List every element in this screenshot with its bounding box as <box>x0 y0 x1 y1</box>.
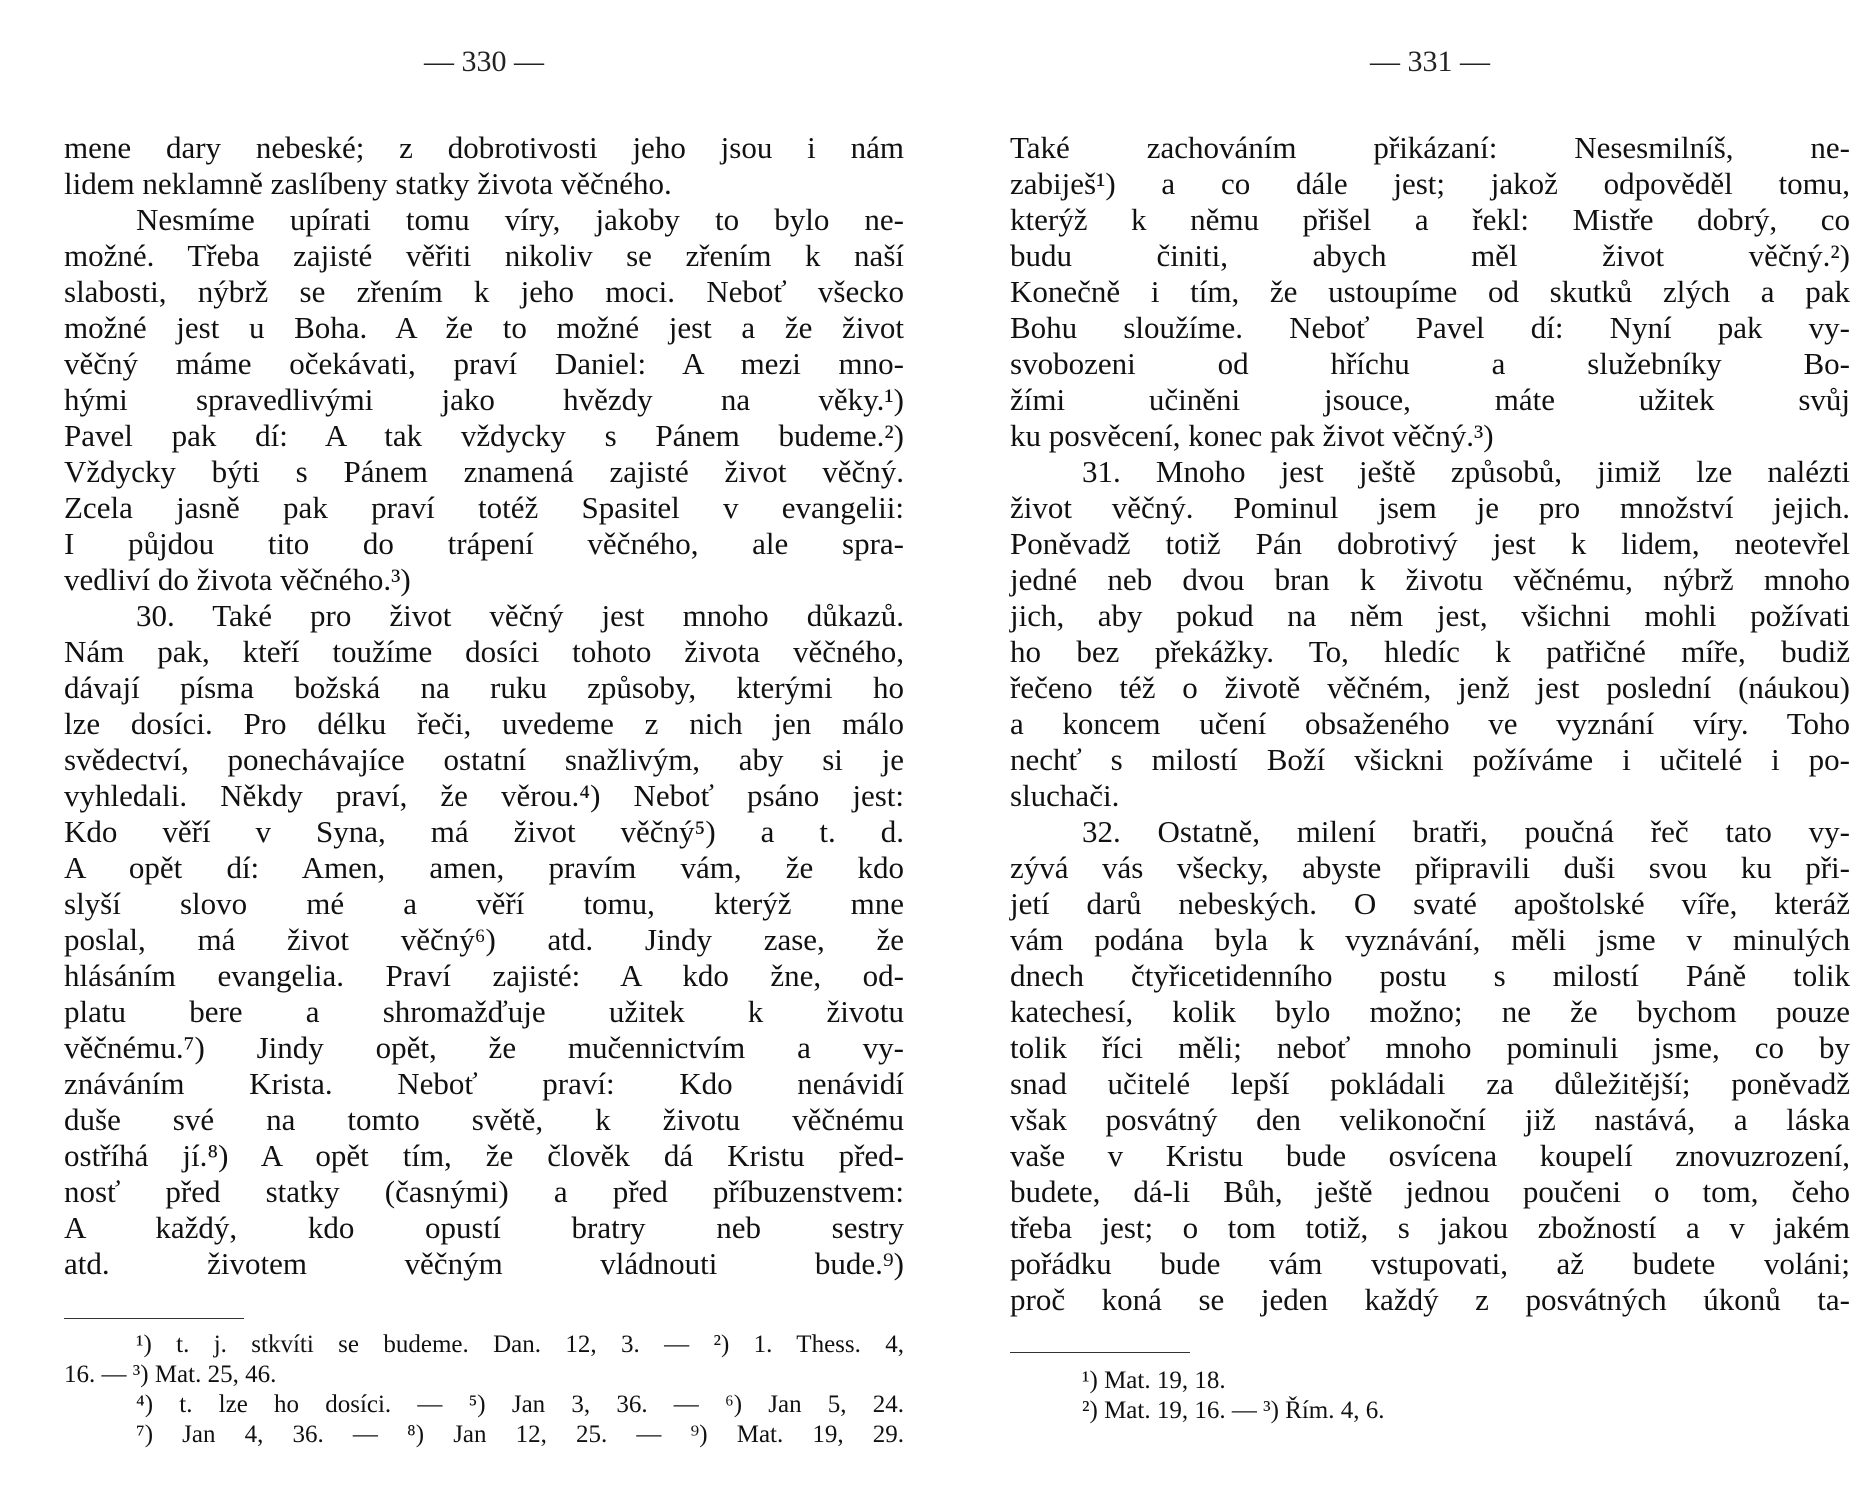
text-line: Konečně i tím, že ustoupíme od skutků zlých a pak <box>1010 274 1850 309</box>
text-line: I půjdou tito do trápení věčného, ale spra- <box>64 526 904 561</box>
footnote-divider <box>1010 1352 1190 1353</box>
body-text <box>1010 130 1850 1318</box>
text-line: zývá vás všecky, abyste připravili duši svou ku při- <box>1010 850 1850 885</box>
text-line: Také zachováním přikázaní: Nesesmilníš, ne- <box>1010 130 1850 165</box>
text-line: kterýž k němu přišel a řekl: Mistře dobrý, co <box>1010 202 1850 237</box>
page-number: — 330 — <box>424 45 544 78</box>
text-line: A opět dí: Amen, amen, pravím vám, že kdo <box>64 850 904 885</box>
text-line: ku posvěcení, konec pak život věčný.³) <box>1010 418 1494 453</box>
text-line: zabiješ¹) a co dále jest; jakož odpověděl tomu, <box>1010 166 1850 201</box>
text-line: slabosti, nýbrž se zřením k jeho moci. Neboť všecko <box>64 274 904 309</box>
right-page <box>1010 0 1850 1500</box>
text-line: lidem neklamně zaslíbeny statky života věčného. <box>64 166 672 201</box>
footnote-line: 16. — ³) Mat. 25, 46. <box>64 1361 277 1388</box>
text-line: vedliví do života věčného.³) <box>64 562 411 597</box>
text-line: věčnému.⁷) Jindy opět, že mučennictvím a vy- <box>64 1030 904 1065</box>
text-line: Bohu sloužíme. Neboť Pavel dí: Nyní pak vy- <box>1010 310 1850 345</box>
text-line: žími učiněni jsouce, máte užitek svůj <box>1010 382 1850 417</box>
text-line: Vždycky býti s Pánem znamená zajisté život věčný. <box>64 454 904 489</box>
text-line: však posvátný den velikonoční již nastává, a láska <box>1010 1102 1850 1137</box>
text-line: Pavel pak dí: A tak vždycky s Pánem budeme.²) <box>64 418 904 453</box>
text-line: řečeno též o životě věčném, jenž jest poslední (náukou) <box>1010 670 1850 705</box>
footnote-divider <box>64 1318 244 1319</box>
text-line: Nesmíme upírati tomu víry, jakoby to bylo ne- <box>136 202 904 237</box>
text-line: 30. Také pro život věčný jest mnoho důkazů. <box>136 598 904 633</box>
text-line: možné. Třeba zajisté věřiti nikoliv se zřením k naší <box>64 238 904 273</box>
text-line: jich, aby pokud na něm jest, všichni mohli požívati <box>1010 598 1850 633</box>
footnotes <box>64 1330 904 1450</box>
text-line: Poněvadž totiž Pán dobrotivý jest k lidem, neotevřel <box>1010 526 1850 561</box>
text-line: duše své na tomto světě, k životu věčnému <box>64 1102 904 1137</box>
footnote-line: ⁴) t. lze ho dosíci. — ⁵) Jan 3, 36. — ⁶) Jan 5, 24. <box>136 1391 904 1418</box>
footnote-line: ¹) Mat. 19, 18. <box>1082 1367 1226 1394</box>
text-line: pořádku bude vám vstupovati, až budete voláni; <box>1010 1246 1850 1281</box>
text-line: budu činiti, abych měl život věčný.²) <box>1010 238 1850 273</box>
text-line: znáváním Krista. Neboť praví: Kdo nenávidí <box>64 1066 904 1101</box>
text-line: dnech čtyřicetidenního postu s milostí Páně tolik <box>1010 958 1850 993</box>
text-line: budete, dá-li Bůh, ještě jednou poučeni o tom, čeho <box>1010 1174 1850 1209</box>
text-line: slyší slovo mé a věří tomu, kterýž mne <box>64 886 904 921</box>
text-line: a koncem učení obsaženého ve vyznání víry. Toho <box>1010 706 1850 741</box>
text-line: vyhledali. Někdy praví, že věrou.⁴) Neboť psáno jest: <box>64 778 904 813</box>
text-line: 32. Ostatně, milení bratři, poučná řeč tato vy- <box>1082 814 1850 849</box>
text-line: poslal, má život věčný⁶) atd. Jindy zase, že <box>64 922 904 957</box>
text-line: tolik říci měli; neboť mnoho pominuli jsme, co by <box>1010 1030 1850 1065</box>
text-line: dávají písma božská na ruku způsoby, kterými ho <box>64 670 904 705</box>
text-line: ostříhá jí.⁸) A opět tím, že člověk dá Kristu před- <box>64 1138 904 1173</box>
text-line: svobozeni od hříchu a služebníky Bo- <box>1010 346 1850 381</box>
text-line: sluchači. <box>1010 778 1120 813</box>
text-line: platu bere a shromažďuje užitek k životu <box>64 994 904 1029</box>
text-line: snad učitelé lepší pokládali za důležitější; poněvadž <box>1010 1066 1850 1101</box>
text-line: A každý, kdo opustí bratry neb sestry <box>64 1210 904 1245</box>
footnote-line: ²) Mat. 19, 16. — ³) Řím. 4, 6. <box>1082 1397 1385 1424</box>
text-line: mene dary nebeské; z dobrotivosti jeho jsou i nám <box>64 130 904 165</box>
text-line: jedné neb dvou bran k životu věčnému, nýbrž mnoho <box>1010 562 1850 597</box>
text-line: lze dosíci. Pro délku řeči, uvedeme z nich jen málo <box>64 706 904 741</box>
text-line: Nám pak, kteří toužíme dosíci tohoto života věčného, <box>64 634 904 669</box>
text-line: katechesí, kolik bylo možno; ne že bychom pouze <box>1010 994 1850 1029</box>
text-line: nechť s milostí Boží všickni požíváme i učitelé i po- <box>1010 742 1850 777</box>
footnotes <box>1010 1366 1850 1426</box>
text-line: hlásáním evangelia. Praví zajisté: A kdo žne, od- <box>64 958 904 993</box>
text-line: 31. Mnoho jest ještě způsobů, jimiž lze nalézti <box>1082 454 1850 489</box>
text-line: vaše v Kristu bude osvícena koupelí znovuzrození, <box>1010 1138 1850 1173</box>
text-line: Kdo věří v Syna, má život věčný⁵) a t. d. <box>64 814 904 849</box>
body-text <box>64 130 904 1282</box>
text-line: nosť před statky (časnými) a před příbuzenstvem: <box>64 1174 904 1209</box>
text-line: Zcela jasně pak praví totéž Spasitel v evangelii: <box>64 490 904 525</box>
text-line: atd. životem věčným vládnouti bude.⁹) <box>64 1246 904 1281</box>
text-line: hými spravedlivými jako hvězdy na věky.¹) <box>64 382 904 417</box>
text-line: věčný máme očekávati, praví Daniel: A mezi mno- <box>64 346 904 381</box>
left-page <box>64 0 904 1500</box>
text-line: život věčný. Pominul jsem je pro množství jejich. <box>1010 490 1850 525</box>
text-line: třeba jest; o tom totiž, s jakou zbožností a v jakém <box>1010 1210 1850 1245</box>
text-line: vám podána byla k vyznávání, měli jsme v minulých <box>1010 922 1850 957</box>
text-line: proč koná se jeden každý z posvátných úkonů ta- <box>1010 1282 1850 1317</box>
text-line: jetí darů nebeských. O svaté apoštolské víře, kteráž <box>1010 886 1850 921</box>
text-line: možné jest u Boha. A že to možné jest a že život <box>64 310 904 345</box>
text-line: ho bez překážky. To, hledíc k patřičné míře, budiž <box>1010 634 1850 669</box>
footnote-line: ⁷) Jan 4, 36. — ⁸) Jan 12, 25. — ⁹) Mat. 19, 29. <box>136 1421 904 1448</box>
footnote-line: ¹) t. j. stkvíti se budeme. Dan. 12, 3. — ²) 1. Thess. 4, <box>136 1331 904 1358</box>
page-number: — 331 — <box>1370 45 1490 78</box>
text-line: svědectví, ponechávajíce ostatní snažlivým, aby si je <box>64 742 904 777</box>
